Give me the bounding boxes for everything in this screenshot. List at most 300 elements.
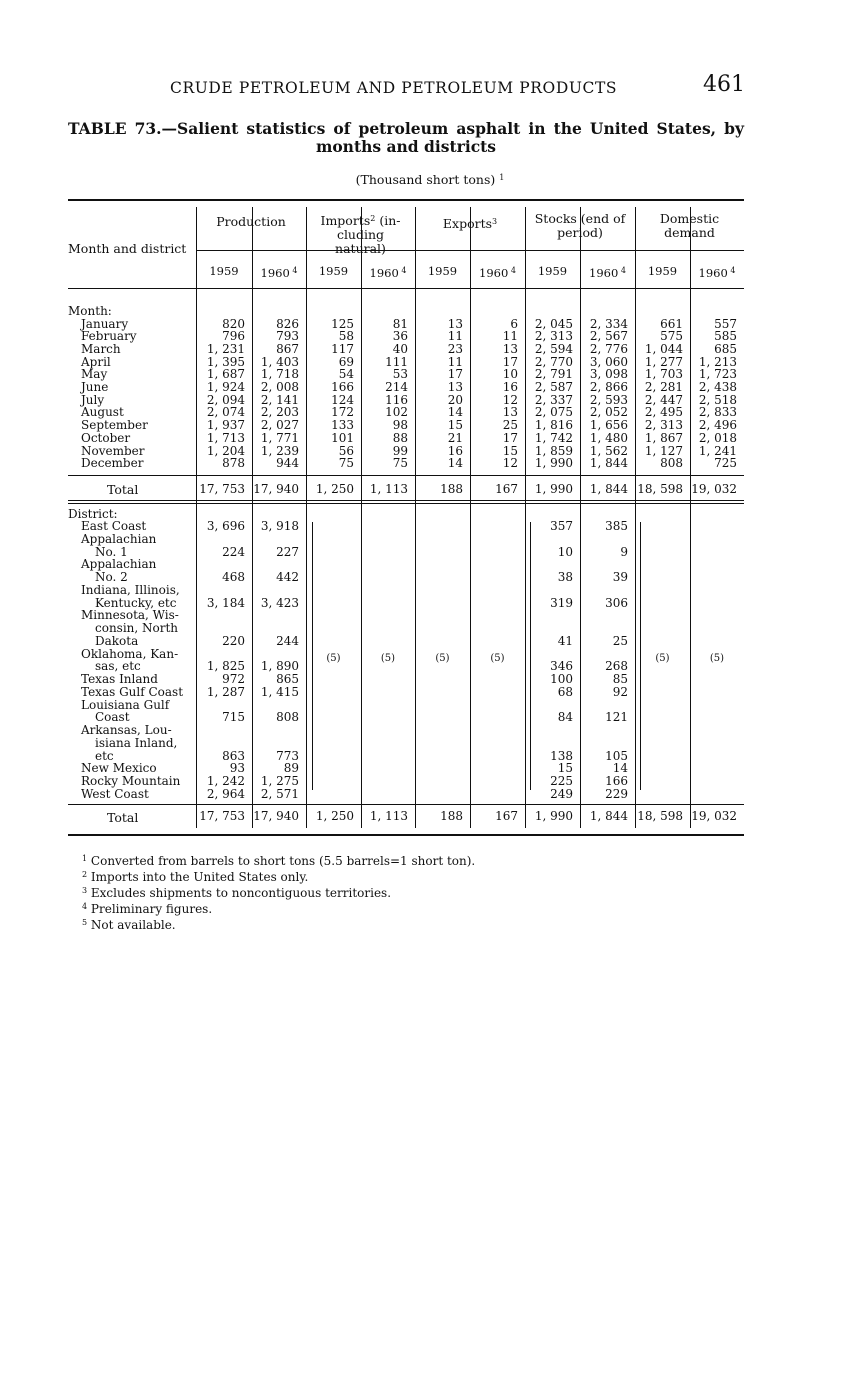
table-cell: 225 bbox=[550, 774, 573, 788]
year-header bbox=[580, 264, 635, 280]
table-cell: 1, 480 bbox=[589, 430, 628, 445]
total-cell: 1, 990 bbox=[534, 482, 573, 496]
table-cell: 972 bbox=[222, 672, 245, 686]
table-cell: 1, 127 bbox=[644, 443, 683, 458]
table-cell: 11 bbox=[447, 329, 463, 344]
table-cell: 661 bbox=[660, 316, 683, 331]
table-cell: 1, 687 bbox=[206, 367, 245, 382]
table-cell: 808 bbox=[276, 710, 299, 725]
year-footnote-mark: 4 bbox=[727, 266, 736, 275]
district-label: sas, etc bbox=[95, 659, 141, 674]
table-cell: 117 bbox=[331, 341, 354, 356]
running-head: CRUDE PETROLEUM AND PETROLEUM PRODUCTS bbox=[170, 79, 618, 97]
year-label: 1960 bbox=[479, 266, 509, 280]
year-header bbox=[415, 264, 470, 278]
year-label: 1959 bbox=[427, 264, 458, 278]
footnotes bbox=[82, 852, 475, 932]
table-cell: 3, 696 bbox=[206, 519, 245, 533]
table-cell: 116 bbox=[385, 392, 408, 407]
table-cell: 793 bbox=[276, 329, 299, 344]
table-cell: 346 bbox=[550, 659, 573, 674]
group-header bbox=[525, 212, 635, 240]
total-cell: 18, 598 bbox=[637, 482, 683, 496]
group-header-label-rest: (in- cluding natural) bbox=[335, 213, 401, 256]
group-header bbox=[306, 212, 415, 256]
table-cell: 878 bbox=[222, 456, 245, 471]
table-cell: 224 bbox=[222, 544, 245, 559]
total-cell: 188 bbox=[440, 809, 463, 823]
table-cell: 557 bbox=[714, 316, 737, 331]
table-cell: 105 bbox=[605, 748, 628, 763]
month-label: February bbox=[81, 329, 137, 344]
group-header-label: Exports bbox=[442, 216, 493, 231]
total-cell: 17, 753 bbox=[199, 809, 245, 823]
table-cell: 2, 075 bbox=[534, 405, 573, 420]
district-label: Dakota bbox=[95, 633, 139, 648]
table-cell: 944 bbox=[276, 456, 299, 471]
table-cell: 99 bbox=[392, 443, 408, 458]
table-cell: 102 bbox=[385, 405, 408, 420]
table-cell: 1, 239 bbox=[260, 443, 299, 458]
table-cell: 1, 395 bbox=[206, 354, 245, 369]
table-cell: 2, 518 bbox=[698, 392, 737, 407]
year-header bbox=[361, 264, 415, 280]
table-cell: 84 bbox=[557, 710, 573, 725]
year-label: 1959 bbox=[318, 264, 349, 278]
table-cell: 863 bbox=[222, 748, 245, 763]
year-label: 1960 bbox=[369, 266, 399, 280]
table-cell: 1, 656 bbox=[589, 418, 628, 433]
table-cell: 2, 594 bbox=[534, 341, 573, 356]
table-cell: 2, 776 bbox=[589, 341, 628, 356]
table-cell: 1, 275 bbox=[260, 774, 299, 788]
table-cell: 2, 495 bbox=[644, 405, 683, 420]
district-label: Arkansas, Lou- bbox=[81, 723, 172, 737]
total-cell: 17, 940 bbox=[253, 482, 299, 496]
district-label: Rocky Mountain bbox=[81, 774, 181, 788]
total-cell: 19, 032 bbox=[691, 482, 737, 496]
district-total-label: Total bbox=[107, 810, 139, 825]
table-cell: 1, 924 bbox=[206, 380, 245, 394]
group-header bbox=[196, 215, 306, 229]
table-cell: 20 bbox=[447, 392, 463, 407]
district-label: Oklahoma, Kan- bbox=[81, 646, 179, 661]
table-cell: 826 bbox=[276, 316, 299, 331]
not-available-mark: (5) bbox=[655, 653, 670, 664]
table-cell: 1, 562 bbox=[589, 443, 628, 458]
table-cell: 2, 587 bbox=[534, 380, 573, 394]
total-cell: 1, 250 bbox=[315, 482, 354, 496]
total-cell: 1, 844 bbox=[589, 482, 628, 496]
table-cell: 820 bbox=[222, 316, 245, 331]
table-cell: 85 bbox=[612, 672, 628, 686]
table-cell: 75 bbox=[392, 456, 408, 471]
group-header-label: Stocks (end of period) bbox=[534, 211, 626, 240]
table-cell: 125 bbox=[331, 316, 354, 331]
table-cell: 1, 242 bbox=[206, 774, 245, 788]
table-cell: 6 bbox=[510, 316, 518, 331]
footnote-text: Preliminary figures. bbox=[87, 902, 213, 916]
table-cell: 2, 141 bbox=[260, 392, 299, 407]
table-cell: 2, 203 bbox=[260, 405, 299, 420]
table-cell: 14 bbox=[447, 405, 463, 420]
table-cell: 10 bbox=[502, 367, 518, 382]
table-cell: 2, 866 bbox=[589, 380, 628, 394]
page-number: 461 bbox=[703, 72, 745, 97]
district-label: isiana Inland, bbox=[95, 735, 178, 750]
month-total-label: Total bbox=[107, 482, 139, 497]
footnote bbox=[82, 900, 475, 916]
district-label: Texas Inland bbox=[81, 672, 158, 686]
total-cell: 19, 032 bbox=[691, 809, 737, 823]
table-cell: 2, 337 bbox=[534, 392, 573, 407]
table-cell: 1, 825 bbox=[206, 659, 245, 674]
table-cell: 1, 844 bbox=[589, 456, 628, 471]
year-label: 1960 bbox=[589, 266, 619, 280]
month-label: August bbox=[81, 405, 124, 420]
table-cell: 21 bbox=[447, 430, 463, 445]
table-cell: 124 bbox=[331, 392, 354, 407]
district-label: No. 2 bbox=[95, 570, 128, 584]
month-total-top-rule bbox=[68, 475, 744, 476]
bracket-line bbox=[312, 522, 313, 790]
month-label: December bbox=[81, 456, 144, 471]
total-cell: 188 bbox=[440, 482, 463, 496]
header-bottom-rule bbox=[68, 288, 744, 289]
table-cell: 101 bbox=[331, 430, 354, 445]
table-cell: 16 bbox=[447, 443, 463, 458]
footnote bbox=[82, 868, 475, 884]
table-cell: 3, 184 bbox=[206, 595, 245, 610]
table-cell: 3, 423 bbox=[260, 595, 299, 610]
year-header bbox=[525, 264, 580, 278]
table-cell: 1, 990 bbox=[534, 456, 573, 471]
table-cell: 229 bbox=[605, 786, 628, 801]
year-header bbox=[306, 264, 361, 278]
district-label: etc bbox=[95, 748, 114, 763]
table-cell: 58 bbox=[338, 329, 354, 344]
total-cell: 1, 990 bbox=[534, 809, 573, 823]
district-section-label: District: bbox=[68, 507, 118, 521]
district-label: West Coast bbox=[81, 786, 149, 801]
table-cell: 38 bbox=[557, 570, 573, 584]
month-label: March bbox=[81, 341, 121, 356]
table-title: TABLE 73.—Salient statistics of petroleum asphalt in the United States, by months and districts bbox=[68, 119, 744, 156]
table-cell: 1, 867 bbox=[644, 430, 683, 445]
table-cell: 2, 027 bbox=[260, 418, 299, 433]
footnote-text: Not available. bbox=[87, 918, 176, 932]
table-cell: 2, 571 bbox=[260, 786, 299, 801]
table-cell: 15 bbox=[502, 443, 518, 458]
not-available-mark: (5) bbox=[380, 653, 396, 664]
table-cell: 3, 098 bbox=[589, 367, 628, 382]
table-cell: 773 bbox=[276, 748, 299, 763]
column-rule bbox=[196, 207, 197, 828]
table-cell: 14 bbox=[447, 456, 463, 471]
table-cell: 2, 052 bbox=[589, 405, 628, 420]
month-section-label: Month: bbox=[68, 304, 112, 318]
table-cell: 15 bbox=[557, 761, 573, 776]
table-cell: 12 bbox=[502, 456, 518, 471]
table-cell: 17 bbox=[502, 430, 518, 445]
table-cell: 69 bbox=[338, 354, 354, 369]
total-cell: 1, 844 bbox=[589, 809, 628, 823]
year-label: 1959 bbox=[537, 264, 568, 278]
table-cell: 1, 231 bbox=[206, 341, 245, 356]
table-cell: 2, 281 bbox=[644, 380, 683, 394]
footnote-mark: 2 bbox=[82, 870, 88, 879]
group-header bbox=[415, 215, 525, 231]
year-label: 1959 bbox=[647, 264, 678, 278]
table-cell: 13 bbox=[502, 341, 518, 356]
table-cell: 1, 742 bbox=[534, 430, 573, 445]
district-label: Coast bbox=[95, 710, 130, 725]
table-cell: 1, 703 bbox=[644, 367, 683, 382]
column-rule bbox=[306, 207, 307, 828]
table-cell: 725 bbox=[714, 456, 737, 471]
table-cell: 11 bbox=[447, 354, 463, 369]
table-cell: 9 bbox=[620, 544, 628, 559]
table-cell: 2, 447 bbox=[644, 392, 683, 407]
table-cell: 133 bbox=[331, 418, 354, 433]
table-cell: 17 bbox=[447, 367, 463, 382]
table-cell: 25 bbox=[612, 633, 628, 648]
month-label: January bbox=[81, 316, 129, 331]
table-cell: 2, 313 bbox=[644, 418, 683, 433]
group-header-label: Domestic demand bbox=[659, 211, 720, 240]
table-cell: 2, 438 bbox=[698, 380, 737, 394]
footnote bbox=[82, 852, 475, 868]
table-cell: 14 bbox=[612, 761, 628, 776]
district-label: Kentucky, etc bbox=[95, 595, 177, 610]
table-cell: 92 bbox=[612, 684, 628, 699]
stub-header: Month and district bbox=[68, 241, 187, 256]
month-label: October bbox=[81, 430, 131, 445]
total-cell: 167 bbox=[495, 482, 518, 496]
table-cell: 2, 094 bbox=[206, 392, 245, 407]
footnote-mark: 4 bbox=[82, 902, 88, 911]
table-cell: 56 bbox=[338, 443, 354, 458]
table-cell: 244 bbox=[276, 633, 299, 648]
district-label: Appalachian bbox=[81, 557, 157, 572]
year-label: 1959 bbox=[209, 264, 239, 278]
table-cell: 3, 918 bbox=[260, 519, 299, 533]
month-label: April bbox=[81, 354, 111, 369]
table-cell: 2, 496 bbox=[698, 418, 737, 433]
table-cell: 575 bbox=[660, 329, 683, 344]
table-cell: 23 bbox=[447, 341, 463, 356]
table-top-rule bbox=[68, 199, 744, 201]
footnote-text: Converted from barrels to short tons (5.5 barrels=1 short ton). bbox=[87, 854, 476, 868]
year-header bbox=[635, 264, 690, 278]
table-cell: 1, 241 bbox=[698, 443, 737, 458]
units-footnote-mark: 1 bbox=[499, 173, 505, 182]
table-cell: 715 bbox=[222, 710, 245, 725]
table-cell: 2, 791 bbox=[534, 367, 573, 382]
table-cell: 1, 213 bbox=[698, 354, 737, 369]
table-bottom-rule bbox=[68, 834, 744, 836]
table-cell: 2, 008 bbox=[260, 380, 299, 394]
table-cell: 138 bbox=[550, 748, 573, 763]
table-cell: 2, 770 bbox=[534, 354, 573, 369]
year-label: 1960 bbox=[698, 266, 728, 280]
table-cell: 357 bbox=[550, 519, 573, 533]
not-available-mark: (5) bbox=[435, 653, 450, 664]
year-header bbox=[470, 264, 525, 280]
district-label: Minnesota, Wis- bbox=[81, 608, 179, 623]
table-cell: 81 bbox=[392, 316, 408, 331]
table-cell: 89 bbox=[283, 761, 299, 776]
table-cell: 39 bbox=[612, 570, 628, 584]
total-cell: 1, 113 bbox=[369, 809, 408, 823]
table-cell: 13 bbox=[447, 380, 463, 394]
table-cell: 268 bbox=[605, 659, 628, 674]
table-cell: 172 bbox=[331, 405, 354, 420]
table-cell: 1, 713 bbox=[206, 430, 245, 445]
table-cell: 1, 415 bbox=[260, 684, 299, 699]
table-cell: 98 bbox=[392, 418, 408, 433]
footnote-mark: 5 bbox=[82, 918, 88, 927]
district-label: New Mexico bbox=[81, 761, 157, 776]
table-cell: 40 bbox=[392, 341, 408, 356]
total-cell: 17, 940 bbox=[253, 809, 299, 823]
group-header-label: Imports bbox=[320, 213, 371, 228]
table-cell: 2, 074 bbox=[206, 405, 245, 420]
year-header bbox=[690, 264, 744, 280]
table-cell: 2, 833 bbox=[698, 405, 737, 420]
bracket-line bbox=[530, 522, 531, 790]
table-cell: 1, 044 bbox=[644, 341, 683, 356]
district-label: consin, North bbox=[95, 621, 179, 635]
not-available-mark: (5) bbox=[709, 653, 725, 664]
district-label: Appalachian bbox=[81, 531, 157, 546]
group-header-footnote-mark: 2 bbox=[370, 214, 376, 223]
year-header bbox=[252, 264, 306, 280]
table-cell: 319 bbox=[550, 595, 573, 610]
column-rule bbox=[525, 207, 526, 828]
table-cell: 111 bbox=[385, 354, 408, 369]
total-cell: 18, 598 bbox=[637, 809, 683, 823]
total-cell: 1, 113 bbox=[369, 482, 408, 496]
table-cell: 2, 593 bbox=[589, 392, 628, 407]
not-available-mark: (5) bbox=[490, 653, 505, 664]
table-cell: 166 bbox=[331, 380, 354, 394]
district-label: Louisiana Gulf bbox=[81, 697, 170, 712]
total-cell: 167 bbox=[495, 809, 518, 823]
table-cell: 865 bbox=[276, 672, 299, 686]
table-cell: 385 bbox=[605, 519, 628, 533]
table-cell: 808 bbox=[660, 456, 683, 471]
table-cell: 53 bbox=[392, 367, 408, 382]
units-text: (Thousand short tons) bbox=[355, 172, 496, 187]
footnote-mark: 1 bbox=[82, 854, 88, 863]
month-label: November bbox=[81, 443, 145, 458]
table-cell: 13 bbox=[502, 405, 518, 420]
group-header-footnote-mark: 3 bbox=[492, 217, 498, 226]
table-cell: 166 bbox=[605, 774, 628, 788]
district-label: No. 1 bbox=[95, 544, 128, 559]
year-footnote-mark: 4 bbox=[398, 266, 407, 275]
table-cell: 100 bbox=[550, 672, 573, 686]
total-cell: 17, 753 bbox=[199, 482, 245, 496]
month-label: September bbox=[81, 418, 148, 433]
table-cell: 220 bbox=[222, 633, 245, 648]
table-cell: 3, 060 bbox=[589, 354, 628, 369]
table-cell: 2, 313 bbox=[534, 329, 573, 344]
district-label: East Coast bbox=[81, 519, 147, 533]
year-footnote-mark: 4 bbox=[289, 266, 298, 275]
table-cell: 1, 204 bbox=[206, 443, 245, 458]
table-cell: 1, 859 bbox=[534, 443, 573, 458]
table-cell: 796 bbox=[222, 329, 245, 344]
footnote bbox=[82, 884, 475, 900]
table-cell: 68 bbox=[557, 684, 573, 699]
footnote-text: Imports into the United States only. bbox=[87, 870, 309, 884]
table-units bbox=[0, 172, 860, 187]
table-cell: 93 bbox=[229, 761, 245, 776]
table-cell: 1, 718 bbox=[260, 367, 299, 382]
month-label: June bbox=[81, 380, 109, 394]
table-cell: 15 bbox=[447, 418, 463, 433]
district-total-top-rule bbox=[68, 804, 744, 805]
table-cell: 1, 287 bbox=[206, 684, 245, 699]
table-cell: 2, 018 bbox=[698, 430, 737, 445]
not-available-mark: (5) bbox=[326, 653, 341, 664]
month-total-bottom-rule-a bbox=[68, 500, 744, 501]
table-cell: 442 bbox=[276, 570, 299, 584]
table-cell: 2, 045 bbox=[534, 316, 573, 331]
table-cell: 12 bbox=[502, 392, 518, 407]
month-label: May bbox=[81, 367, 108, 382]
total-cell: 1, 250 bbox=[315, 809, 354, 823]
table-cell: 1, 937 bbox=[206, 418, 245, 433]
table-cell: 306 bbox=[605, 595, 628, 610]
year-footnote-mark: 4 bbox=[508, 266, 516, 275]
table-cell: 41 bbox=[557, 633, 573, 648]
table-cell: 17 bbox=[502, 354, 518, 369]
group-header-label: Production bbox=[216, 214, 286, 229]
column-rule bbox=[635, 207, 636, 828]
table-cell: 11 bbox=[502, 329, 518, 344]
table-cell: 121 bbox=[605, 710, 628, 725]
table-cell: 227 bbox=[276, 544, 299, 559]
footnote bbox=[82, 916, 475, 932]
table-cell: 249 bbox=[550, 786, 573, 801]
table-cell: 2, 334 bbox=[589, 316, 628, 331]
table-cell: 867 bbox=[276, 341, 299, 356]
table-cell: 2, 567 bbox=[589, 329, 628, 344]
table-cell: 2, 964 bbox=[206, 786, 245, 801]
month-label: July bbox=[81, 392, 105, 407]
table-cell: 1, 816 bbox=[534, 418, 573, 433]
table-cell: 1, 771 bbox=[260, 430, 299, 445]
year-header bbox=[196, 264, 252, 278]
month-total-bottom-rule-b bbox=[68, 503, 744, 504]
table-cell: 1, 403 bbox=[260, 354, 299, 369]
district-label: Indiana, Illinois, bbox=[81, 582, 180, 597]
table-cell: 16 bbox=[502, 380, 518, 394]
footnote-mark: 3 bbox=[82, 886, 88, 895]
bracket-line bbox=[640, 522, 641, 790]
column-rule bbox=[415, 207, 416, 828]
table-cell: 685 bbox=[714, 341, 737, 356]
table-cell: 468 bbox=[222, 570, 245, 584]
table-cell: 214 bbox=[385, 380, 408, 394]
district-label: Texas Gulf Coast bbox=[81, 684, 184, 699]
table-cell: 585 bbox=[714, 329, 737, 344]
footnote-text: Excludes shipments to noncontiguous territories. bbox=[87, 886, 392, 900]
table-cell: 10 bbox=[557, 544, 573, 559]
